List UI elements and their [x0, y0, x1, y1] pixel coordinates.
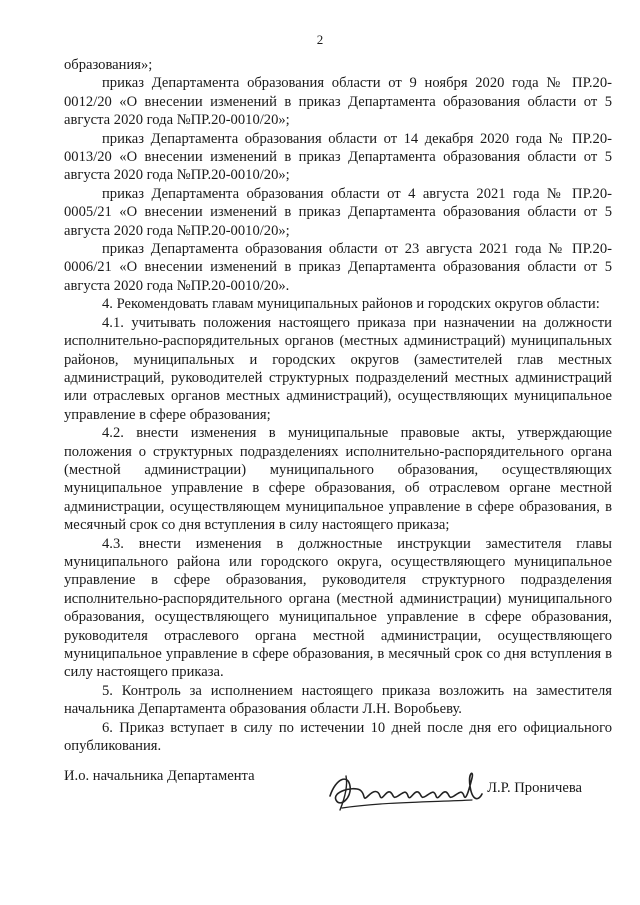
paragraph-clause-4-3: 4.3. внести изменения в должностные инструкции заместителя главы муниципального района или городского округа, осуществляющего муниципальное управление в сфере образования, руководителя структурного подразделения исполнительно-распорядительного органа (местной администрации) муниципального образования, осуществляющего муниципальное управление в сфере образования, руководителя отраслевого органа местной администрации, осуществляющего муниципальное управление в сфере образования, в месячный срок со дня вступления в силу настоящего приказа.	[64, 535, 612, 681]
document-body	[64, 56, 612, 755]
paragraph-clause-4-2: 4.2. внести изменения в муниципальные правовые акты, утверждающие положения о структурных подразделениях исполнительно-распорядительного органа (местной администрации) муниципального образования, осуществляющих муниципальное управление в сфере образования, об отраслевом органе местной администрации, осуществляющем муниципальное управление в сфере образования, в месячный срок со дня вступления в силу настоящего приказа;	[64, 425, 612, 534]
paragraph-order-item: приказ Департамента образования области от 14 декабря 2020 года № ПР.20-0013/20 «О внесении изменений в приказ Департамента образования области от 5 августа 2020 года №ПР.20-0010/20»;	[64, 130, 612, 184]
paragraph-clause-4-1: 4.1. учитывать положения настоящего приказа при назначении на должности исполнительно-распорядительных органов (местных администраций) муниципальных районов, муниципальных и городских округов (заместителей глав местных администраций, руководителей структурных подразделений местных администраций или отраслевых органов местных администраций), осуществляющих муниципальное управление в сфере образования;	[64, 314, 612, 423]
paragraph-order-item: приказ Департамента образования области от 4 августа 2021 года № ПР.20-0005/21 «О внесении изменений в приказ Департамента образования области от 5 августа 2020 года №ПР.20-0010/20»;	[64, 185, 612, 239]
paragraph-order-item: приказ Департамента образования области от 23 августа 2021 года № ПР.20-0006/21 «О внесении изменений в приказ Департамента образования области от 5 августа 2020 года №ПР.20-0010/20».	[64, 241, 612, 294]
page-number: 2	[316, 32, 324, 47]
signature-block	[64, 768, 612, 828]
signatory-name: Л.Р. Проничева	[487, 780, 582, 796]
paragraph-continuation: образования»;	[64, 57, 153, 73]
paragraph-clause-5: 5. Контроль за исполнением настоящего приказа возложить на заместителя начальника Департамента образования области Л.Н. Воробьеву.	[64, 682, 612, 718]
paragraph-clause-6: 6. Приказ вступает в силу по истечении 10 дней после дня его официального опубликования.	[64, 719, 612, 755]
paragraph-clause-4: 4. Рекомендовать главам муниципальных районов и городских округов области:	[102, 296, 600, 313]
paragraph-order-item: приказ Департамента образования области от 9 ноября 2020 года № ПР.20-0012/20 «О внесении изменений в приказ Департамента образования области от 5 августа 2020 года №ПР.20-0010/20»;	[64, 75, 612, 129]
signatory-title: И.о. начальника Департамента	[64, 768, 255, 784]
